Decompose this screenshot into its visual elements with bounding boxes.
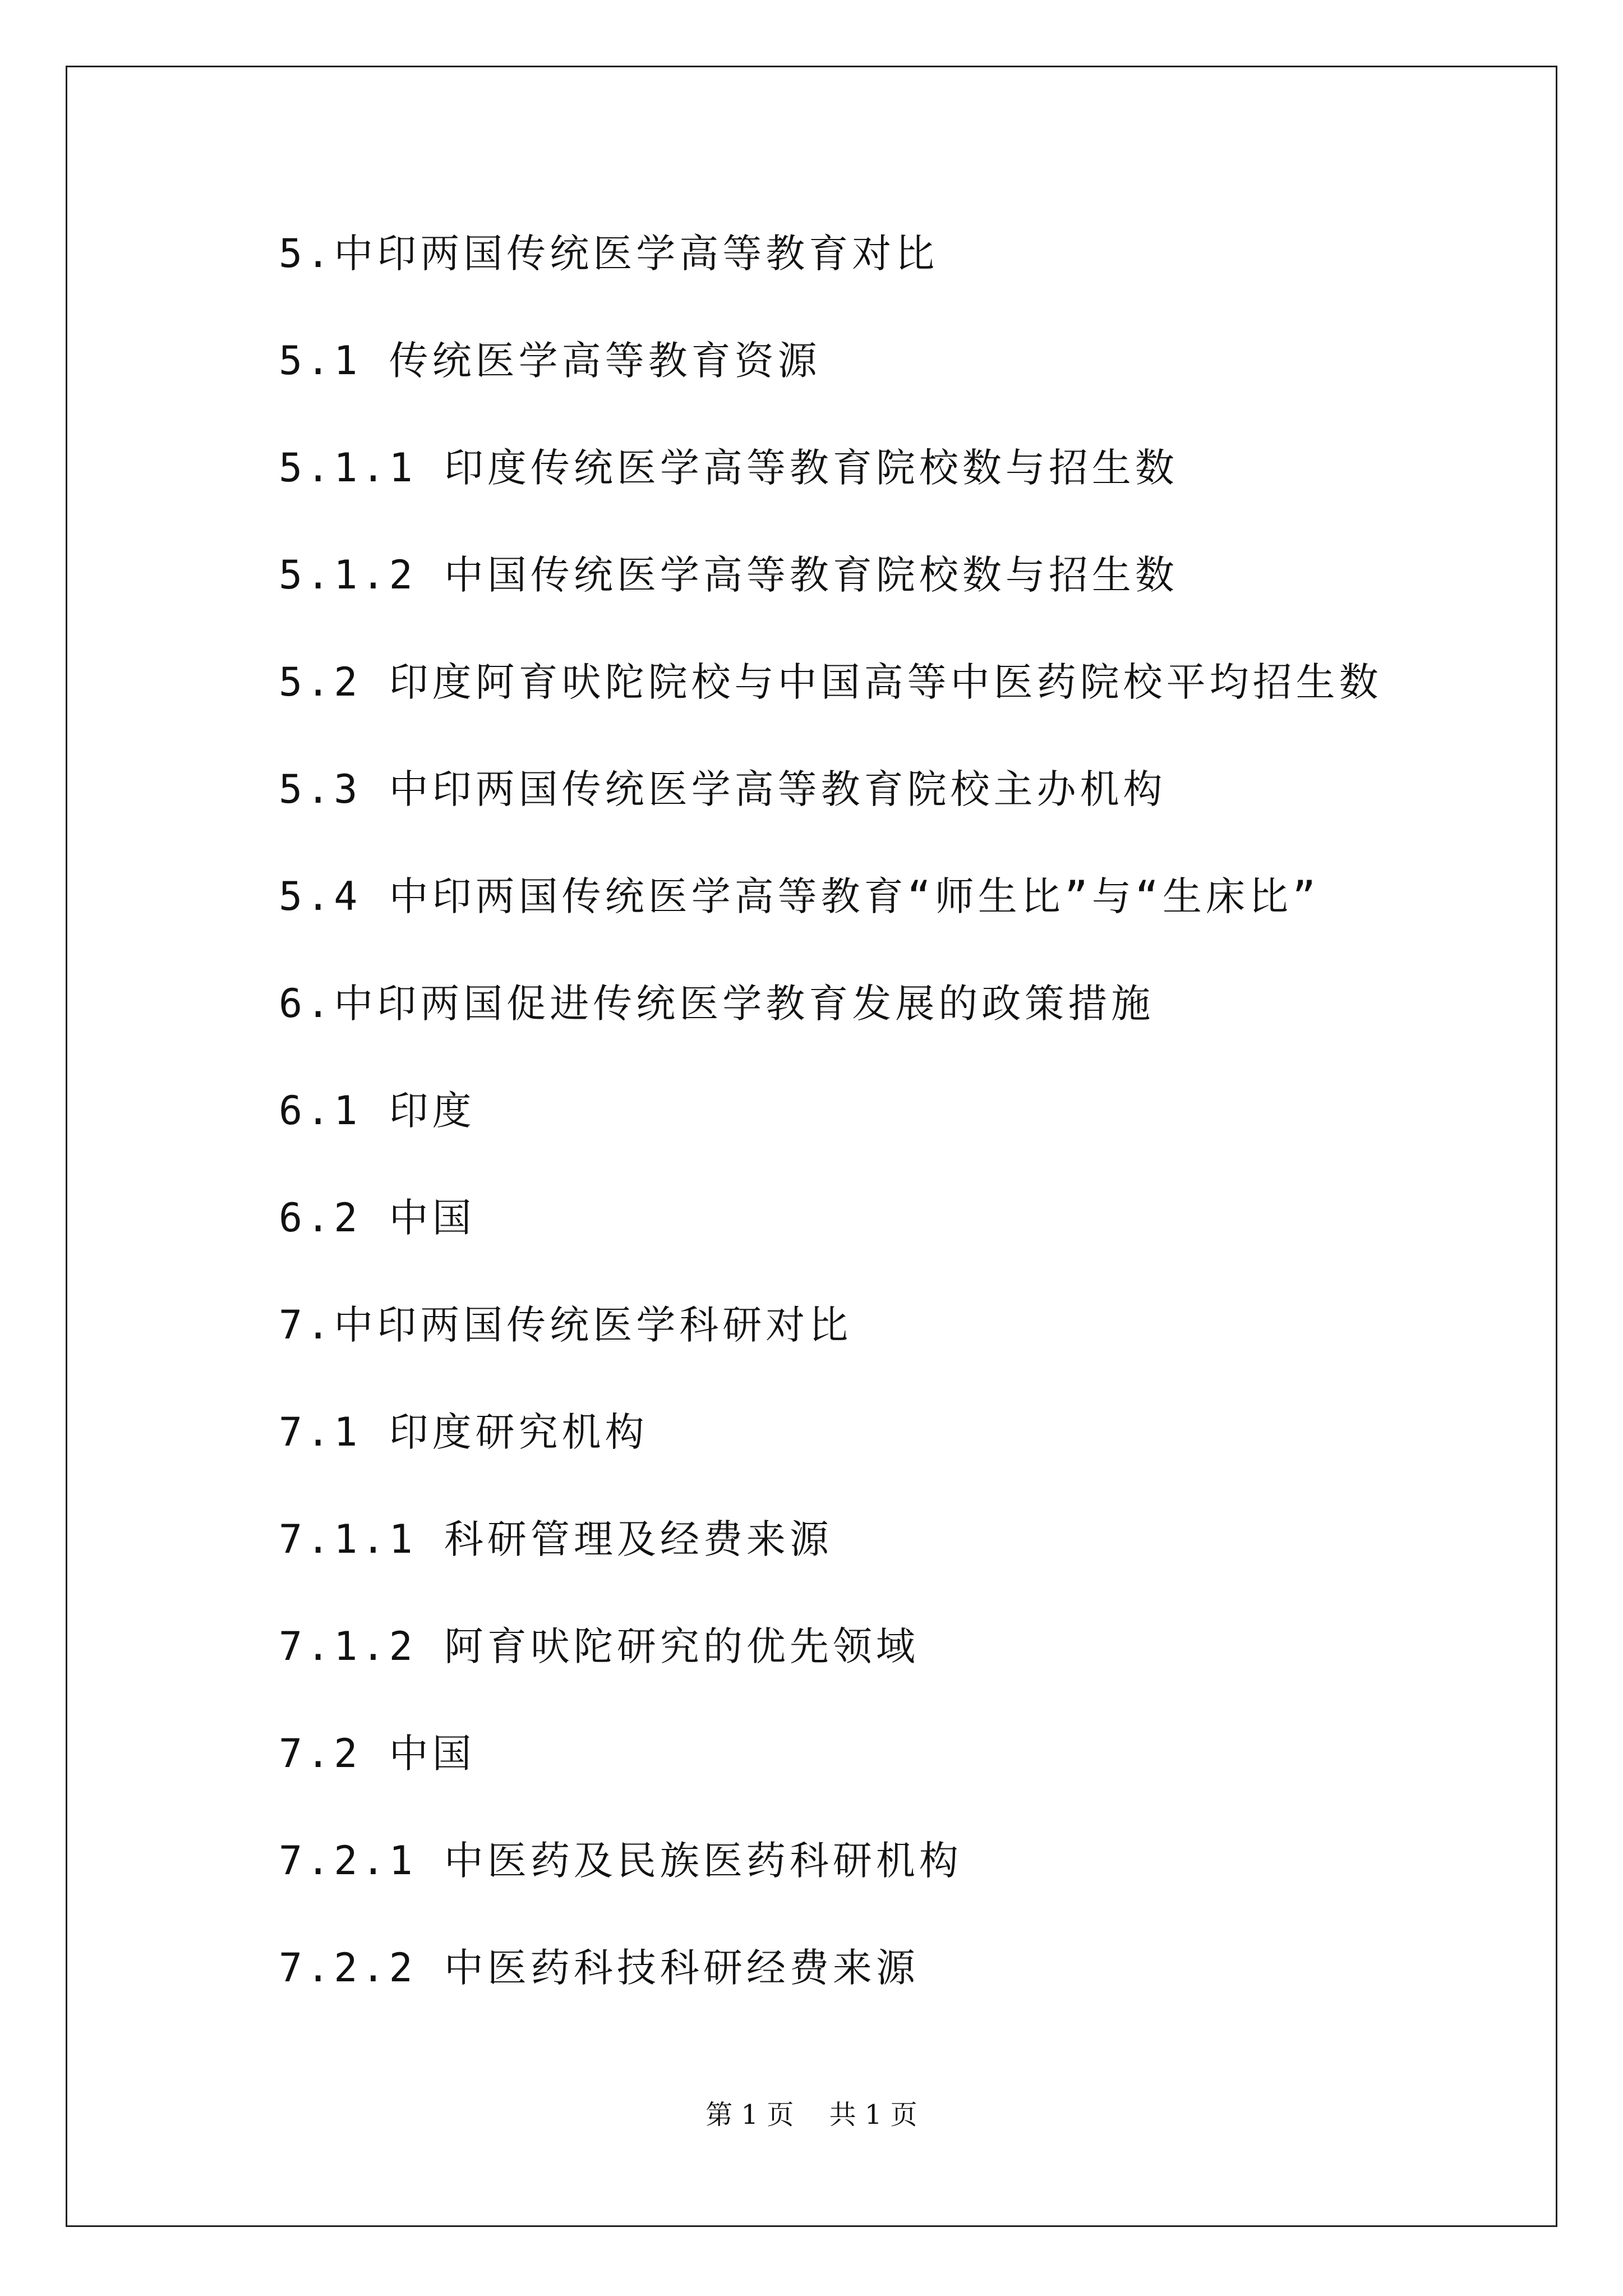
outline-item: 5.1.2 中国传统医学高等教育院校数与招生数 [279, 552, 1178, 598]
outline-item: 7.1 印度研究机构 [279, 1409, 648, 1455]
outline-item: 5.3 中印两国传统医学高等教育院校主办机构 [279, 766, 1166, 812]
outline-list [279, 220, 1382, 2041]
page-number: 第 1 页 [706, 2099, 794, 2131]
outline-item: 6.中印两国促进传统医学教育发展的政策措施 [279, 981, 1155, 1027]
outline-item: 7.2.1 中医药及民族医药科研机构 [279, 1838, 962, 1884]
outline-item: 7.1.1 科研管理及经费来源 [279, 1516, 833, 1562]
outline-item: 6.2 中国 [279, 1195, 476, 1241]
outline-item: 7.中印两国传统医学科研对比 [279, 1302, 852, 1348]
outline-item: 5.2 印度阿育吠陀院校与中国高等中医药院校平均招生数 [279, 659, 1382, 705]
outline-item: 5.中印两国传统医学高等教育对比 [279, 231, 939, 277]
outline-item: 7.2 中国 [279, 1731, 476, 1777]
outline-item: 6.1 印度 [279, 1088, 476, 1134]
outline-item: 5.1 传统医学高等教育资源 [279, 338, 821, 384]
page-total: 共 1 页 [829, 2099, 917, 2131]
outline-item: 5.1.1 印度传统医学高等教育院校数与招生数 [279, 445, 1178, 491]
page-footer [0, 2098, 1623, 2132]
outline-item: 7.2.2 中医药科技科研经费来源 [279, 1945, 919, 1991]
outline-item: 5.4 中印两国传统医学高等教育“师生比”与“生床比” [279, 873, 1320, 919]
outline-item: 7.1.2 阿育吠陀研究的优先领域 [279, 1623, 919, 1669]
